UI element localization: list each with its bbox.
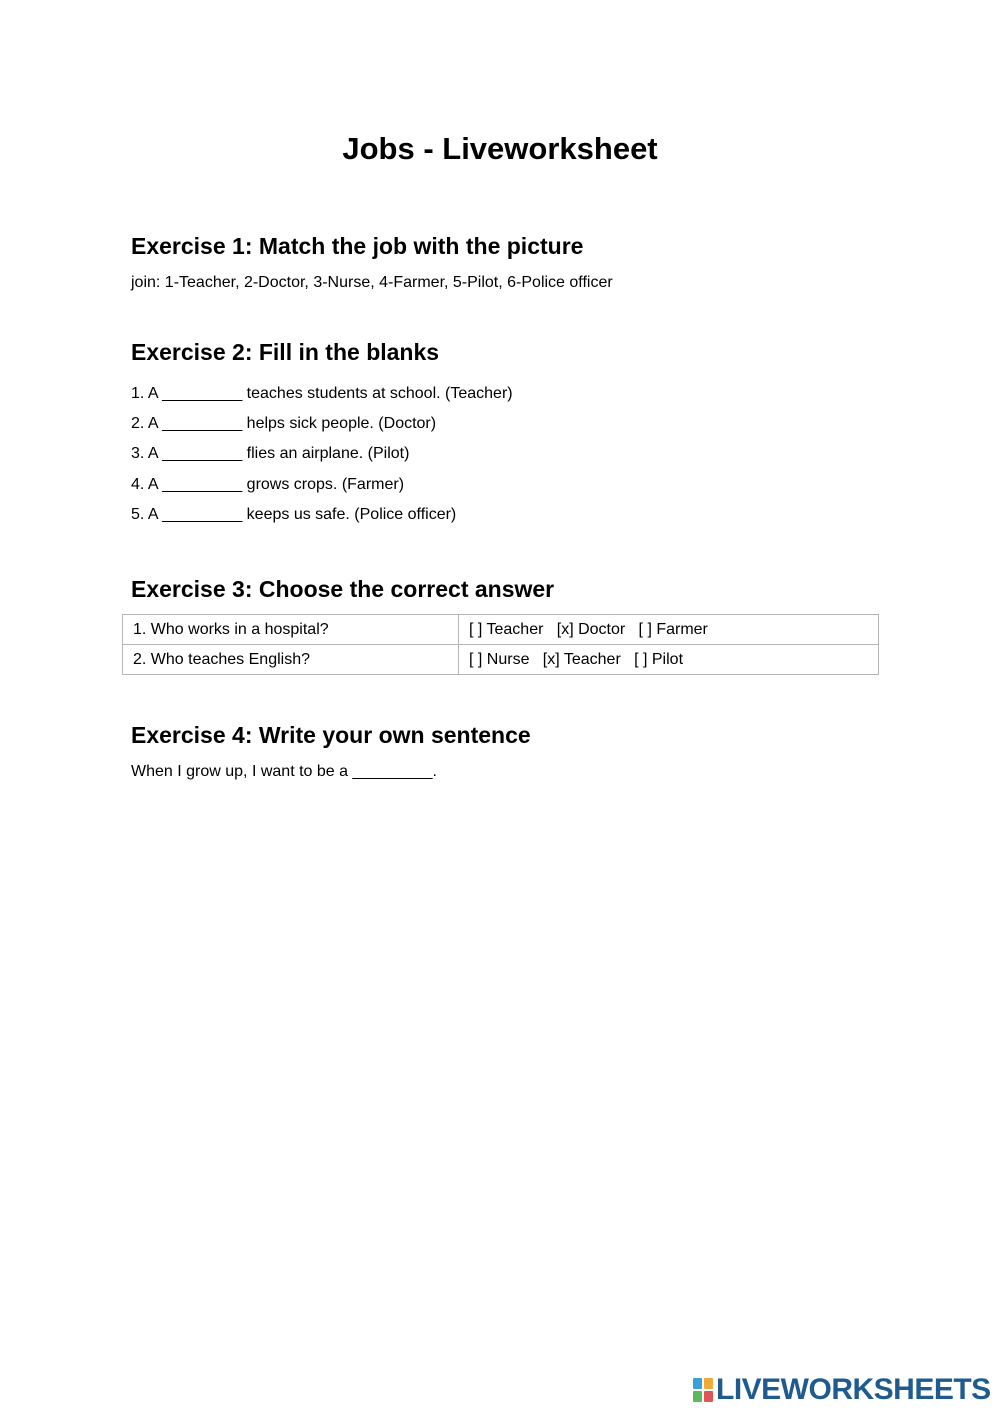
exercise-4-sentence: When I grow up, I want to be a _________.: [131, 763, 437, 780]
question-cell: 1. Who works in a hospital?: [123, 615, 459, 645]
options-cell: [ ] Teacher [x] Doctor [ ] Farmer: [459, 615, 879, 645]
exercise-3-table: [122, 614, 879, 675]
exercise-1-heading: Exercise 1: Match the job with the picture: [131, 233, 584, 259]
fill-blank-item: 3. A _________ flies an airplane. (Pilot): [131, 445, 410, 463]
logo-square: [704, 1378, 713, 1389]
table-row: [123, 645, 879, 675]
question-cell: 2. Who teaches English?: [123, 645, 459, 675]
logo-square: [704, 1391, 713, 1402]
exercise-3-heading: Exercise 3: Choose the correct answer: [131, 576, 555, 602]
page-title: Jobs - Liveworksheet: [342, 131, 658, 166]
exercise-1-instructions: join: 1-Teacher, 2-Doctor, 3-Nurse, 4-Farmer, 5-Pilot, 6-Police officer: [131, 274, 613, 291]
logo-mark-icon: [693, 1378, 713, 1402]
exercise-4-heading: Exercise 4: Write your own sentence: [131, 722, 531, 748]
logo-square: [693, 1378, 702, 1389]
fill-blank-item: 2. A _________ helps sick people. (Doctor): [131, 415, 437, 433]
logo-square: [693, 1391, 702, 1402]
liveworksheets-logo: [693, 1375, 991, 1405]
table-row: [123, 615, 879, 645]
fill-blank-item: 5. A _________ keeps us safe. (Police officer): [131, 505, 457, 523]
logo-text: LIVEWORKSHEETS: [716, 1373, 991, 1406]
fill-blank-item: 4. A _________ grows crops. (Farmer): [131, 475, 405, 493]
exercise-2-list: [131, 385, 513, 536]
options-cell: [ ] Nurse [x] Teacher [ ] Pilot: [459, 645, 879, 675]
fill-blank-item: 1. A _________ teaches students at school. (Teacher): [131, 385, 513, 402]
exercise-2-heading: Exercise 2: Fill in the blanks: [131, 339, 440, 365]
